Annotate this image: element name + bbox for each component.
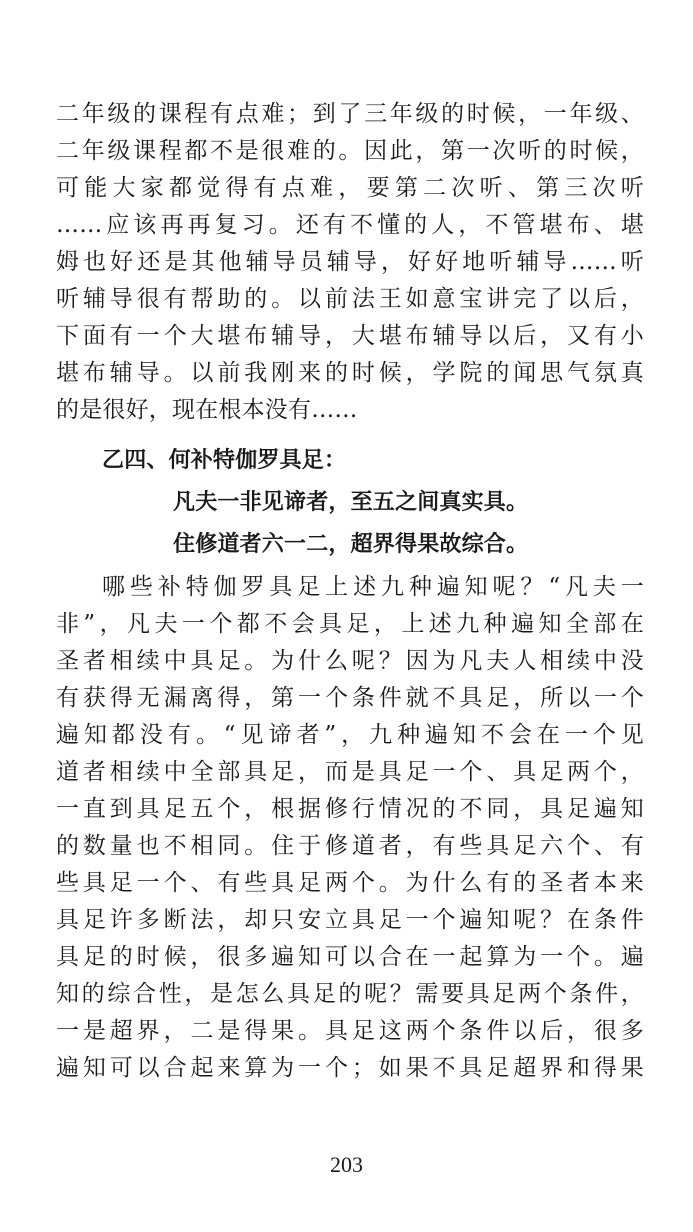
page-body [56, 96, 644, 1087]
verse-block [56, 485, 644, 563]
text-line: 具足许多断法，却只安立具足一个遍知呢？在条件 [56, 907, 644, 933]
verse-line: 凡夫一非见谛者，至五之间真实具。 [173, 490, 529, 515]
text-line: 哪些补特伽罗具足上述九种遍知呢？“凡夫一 [102, 574, 644, 600]
section-heading: 乙四、何补特伽罗具足： [102, 448, 347, 473]
text-line: 堪布辅导。以前我刚来的时候，学院的闻思气氛真 [56, 360, 644, 386]
text-line: 有获得无漏离得，第一个条件就不具足，所以一个 [56, 685, 644, 711]
text-line: 非”，凡夫一个都不会具足，上述九种遍知全部在 [56, 611, 644, 637]
text-line: 道者相续中全部具足，而是具足一个、具足两个， [56, 759, 644, 785]
text-line: 的数量也不相同。住于修道者，有些具足六个、有 [56, 833, 644, 859]
text-line: 的是很好，现在根本没有…… [56, 397, 358, 423]
text-line: ……应该再再复习。还有不懂的人，不管堪布、堪 [56, 212, 644, 238]
text-line: 圣者相续中具足。为什么呢？因为凡夫人相续中没 [56, 648, 644, 674]
paragraph-2 [56, 569, 644, 1087]
text-line: 知的综合性，是怎么具足的呢？需要具足两个条件， [56, 981, 644, 1007]
text-line: 姆也好还是其他辅导员辅导，好好地听辅导……听 [56, 249, 644, 275]
text-line: 遍知可以合起来算为一个；如果不具足超界和得果 [56, 1055, 644, 1081]
text-line: 一直到具足五个，根据修行情况的不同，具足遍知 [56, 796, 644, 822]
verse-line: 住修道者六一二，超界得果故综合。 [173, 532, 529, 557]
text-line: 二年级的课程有点难；到了三年级的时候，一年级、 [56, 101, 644, 127]
text-line: 二年级课程都不是很难的。因此，第一次听的时候， [56, 138, 644, 164]
text-line: 具足的时候，很多遍知可以合在一起算为一个。遍 [56, 944, 644, 970]
paragraph-1 [56, 96, 644, 429]
text-line: 可能大家都觉得有点难，要第二次听、第三次听 [56, 175, 644, 201]
text-line: 下面有一个大堪布辅导，大堪布辅导以后，又有小 [56, 323, 644, 349]
page-number: 203 [330, 1152, 363, 1177]
text-line: 些具足一个、有些具足两个。为什么有的圣者本来 [56, 870, 644, 896]
text-line: 遍知都没有。“见谛者”，九种遍知不会在一个见 [56, 722, 644, 748]
text-line: 一是超界，二是得果。具足这两个条件以后，很多 [56, 1018, 644, 1044]
text-line: 听辅导很有帮助的。以前法王如意宝讲完了以后， [56, 286, 644, 312]
